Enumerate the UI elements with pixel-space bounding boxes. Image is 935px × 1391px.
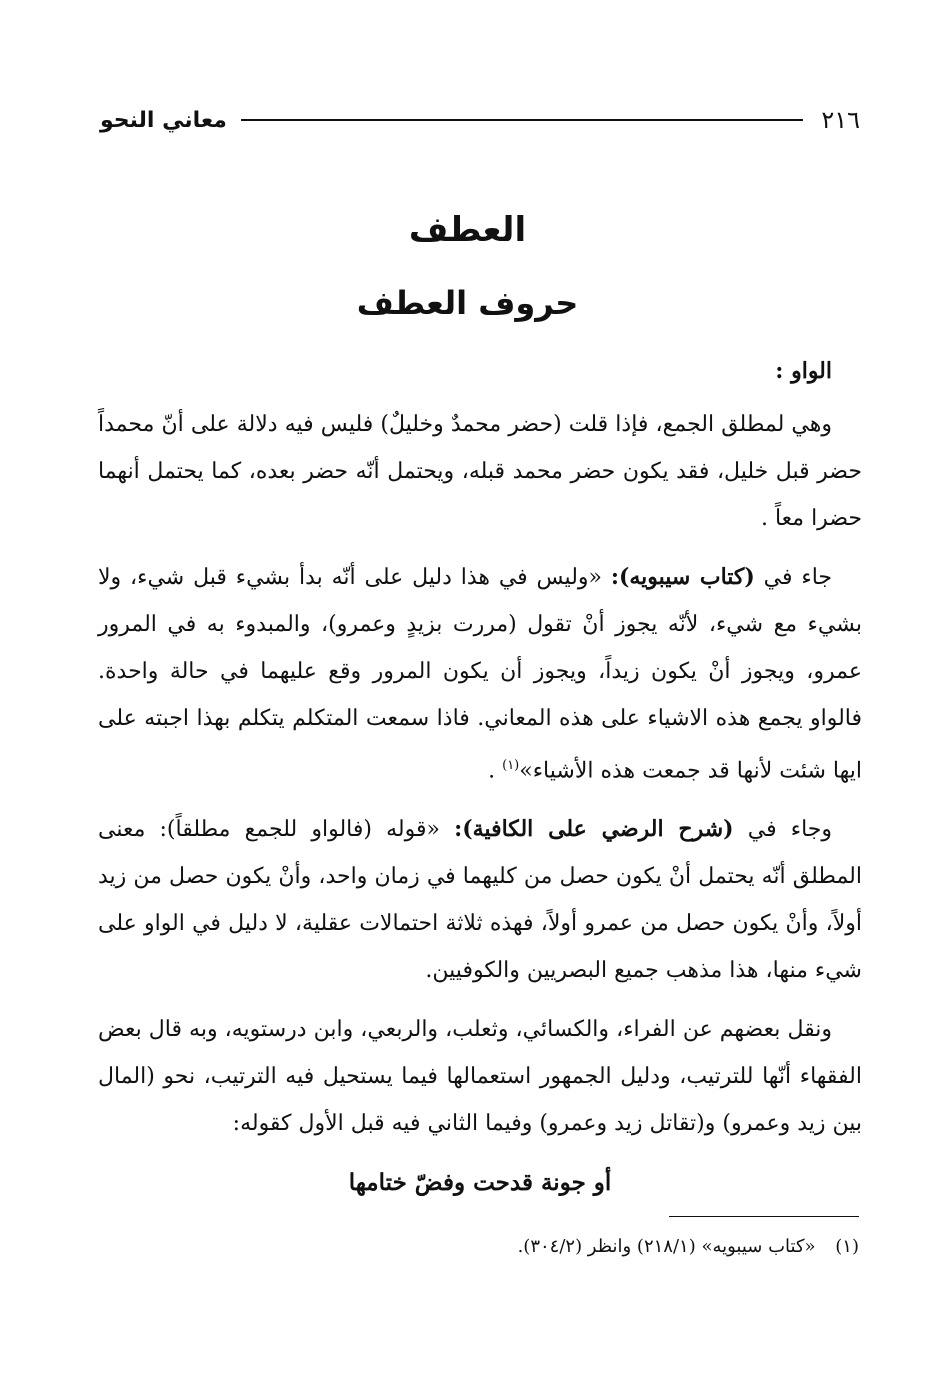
header-rule [241,119,803,121]
paragraph-2-quote: «وليس في هذا دليل على أنّه بدأ بشيء قبل شيء، ولا بشيء مع شيء، لأنّه يجوز أنْ تقول (مررت بزيدٍ وعمرو)، والمبدوء به في المرور عمرو، ويجوز أنْ يكون زيداً، ويجوز أن يكون المرور وقع عليهما في حالة واحدة. فالواو يجمع هذه الاشياء على هذه المعاني. فاذا سمعت المتكلم يتكلم بهذا اجبته على ايها شئت لأنها قد جمعت هذه الأشياء» [98,565,862,784]
book-title: معاني النحو [100,107,227,133]
paragraph-2-source: (كتاب سيبويه): [610,564,755,590]
paragraph-3 [98,806,862,994]
paragraph-1: وهي لمطلق الجمع، فإذا قلت (حضر محمدٌ وخليلٌ) فليس فيه دلالة على أنّ محمداً حضر قبل خليل، فقد يكون حضر محمد قبله، ويحتمل أنّه حضر بعده، كما يحتمل أنهما حضرا معاً . [98,412,862,531]
footnote-marker: (١) [835,1236,859,1257]
running-header [100,100,860,140]
body-text [98,348,862,1206]
paragraph-2 [98,554,862,794]
section-title: حروف العطف [356,284,579,322]
chapter-title: العطف [408,210,527,250]
paragraph-3-source: (شرح الرضي على الكافية): [454,816,734,843]
footnote-rule [669,1216,859,1217]
verse-line: أو جونة قدحت وفضّ ختامها [348,1169,612,1197]
paragraph-2-end: . [488,758,503,784]
footnote [99,1232,859,1262]
paragraph-4: ونقل بعضهم عن الفراء، والكسائي، وثعلب، والربعي، وابن درستويه، وبه قال بعض الفقهاء أنّها للترتيب، ودليل الجمهور استعمالها فيما يستحيل فيه الترتيب، نحو (المال بين زيد وعمرو) و(تقاتل زيد وعمرو) وفيما الثاني فيه قبل الأول كقوله: [98,1017,862,1137]
sub-heading: الواو : [775,358,832,384]
paragraph-3-quote: «قوله (فالواو للجمع مطلقاً): معنى المطلق أنّه يحتمل أنْ يكون حصل من كليهما في زمان واحد، وأنْ يكون حصل من زيد أولاً، وأنْ يكون حصل من عمرو أولاً، فهذه ثلاثة احتمالات عقلية، لا دليل في الواو على شيء منها، هذا مذهب جميع البصريين والكوفيين. [98,817,862,984]
footnote-reference: (١) [502,758,520,773]
page-number: ٢١٦ [821,106,860,134]
paragraph-3-prefix: وجاء في [747,817,833,843]
footnote-text: «كتاب سيبويه» (٢١٨/١) وانظر (٣٠٤/٢). [517,1236,816,1257]
paragraph-2-prefix: جاء في [763,565,832,590]
